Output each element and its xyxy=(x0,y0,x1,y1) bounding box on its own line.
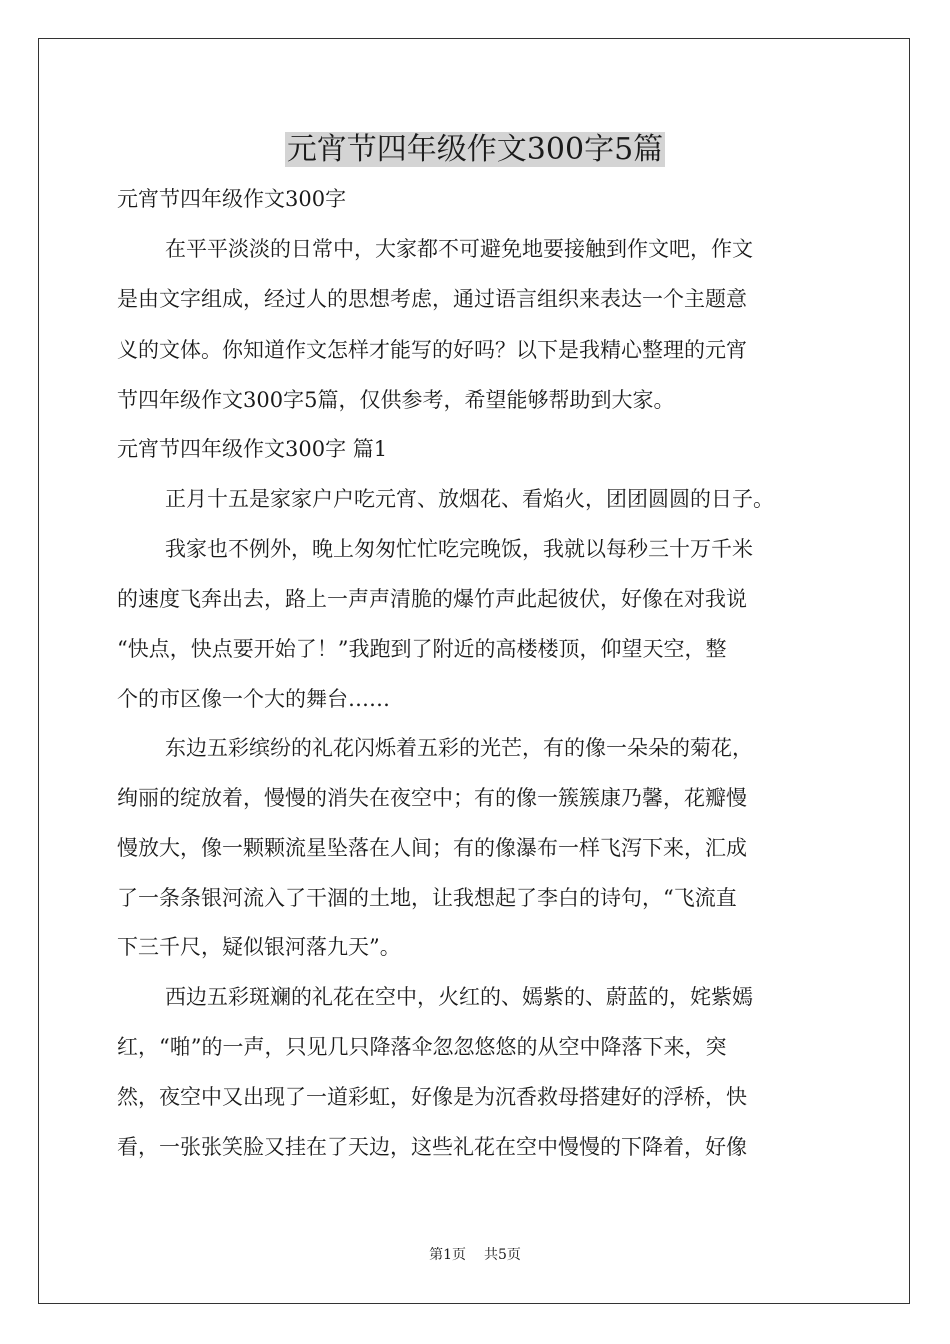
paragraph-line: 是由文字组成，经过人的思想考虑，通过语言组织来表达一个主题意 xyxy=(117,287,747,311)
paragraph-line: 正月十五是家家户户吃元宵、放烟花、看焰火，团团圆圆的日子。 xyxy=(165,487,774,511)
paragraph-line: 义的文体。你知道作文怎样才能写的好吗？以下是我精心整理的元宵 xyxy=(117,338,747,362)
section-heading: 元宵节四年级作文300字 篇1 xyxy=(117,437,388,461)
paragraph-line: “快点，快点要开始了！”我跑到了附近的高楼楼顶，仰望天空，整 xyxy=(117,637,727,661)
page-footer xyxy=(0,1245,950,1265)
paragraph-line: 东边五彩缤纷的礼花闪烁着五彩的光芒，有的像一朵朵的菊花， xyxy=(165,736,753,760)
paragraph-line: 在平平淡淡的日常中，大家都不可避免地要接触到作文吧，作文 xyxy=(165,237,753,261)
document-title: 元宵节四年级作文300字5篇 xyxy=(286,132,664,167)
paragraph-line: 下三千尺，疑似银河落九天”。 xyxy=(117,935,401,959)
paragraph-line: 绚丽的绽放着，慢慢的消失在夜空中；有的像一簇簇康乃馨，花瓣慢 xyxy=(117,786,747,810)
page-border xyxy=(38,38,910,1304)
paragraph-line: 慢放大，像一颗颗流星坠落在人间；有的像瀑布一样飞泻下来，汇成 xyxy=(117,836,747,860)
paragraph-line: 的速度飞奔出去，路上一声声清脆的爆竹声此起彼伏，好像在对我说 xyxy=(117,587,747,611)
paragraph-line: 节四年级作文300字5篇，仅供参考，希望能够帮助到大家。 xyxy=(117,388,675,412)
paragraph-line: 我家也不例外，晚上匆匆忙忙吃完晚饭，我就以每秒三十万千米 xyxy=(165,537,753,561)
page-total: 共5页 xyxy=(484,1247,521,1263)
paragraph-line: 然，夜空中又出现了一道彩虹，好像是为沉香救母搭建好的浮桥，快 xyxy=(117,1085,747,1109)
subtitle-line: 元宵节四年级作文300字 xyxy=(117,187,347,211)
paragraph-line: 了一条条银河流入了干涸的土地，让我想起了李白的诗句，“飞流直 xyxy=(117,886,737,910)
paragraph-line: 西边五彩斑斓的礼花在空中，火红的、嫣紫的、蔚蓝的，姹紫嫣 xyxy=(165,985,753,1009)
paragraph-line: 红，“啪”的一声，只见几只降落伞忽忽悠悠的从空中降落下来，突 xyxy=(117,1035,727,1059)
paragraph-line: 看，一张张笑脸又挂在了天边，这些礼花在空中慢慢的下降着，好像 xyxy=(117,1135,747,1159)
page-number: 第1页 xyxy=(429,1247,466,1263)
paragraph-line: 个的市区像一个大的舞台…… xyxy=(117,687,390,711)
